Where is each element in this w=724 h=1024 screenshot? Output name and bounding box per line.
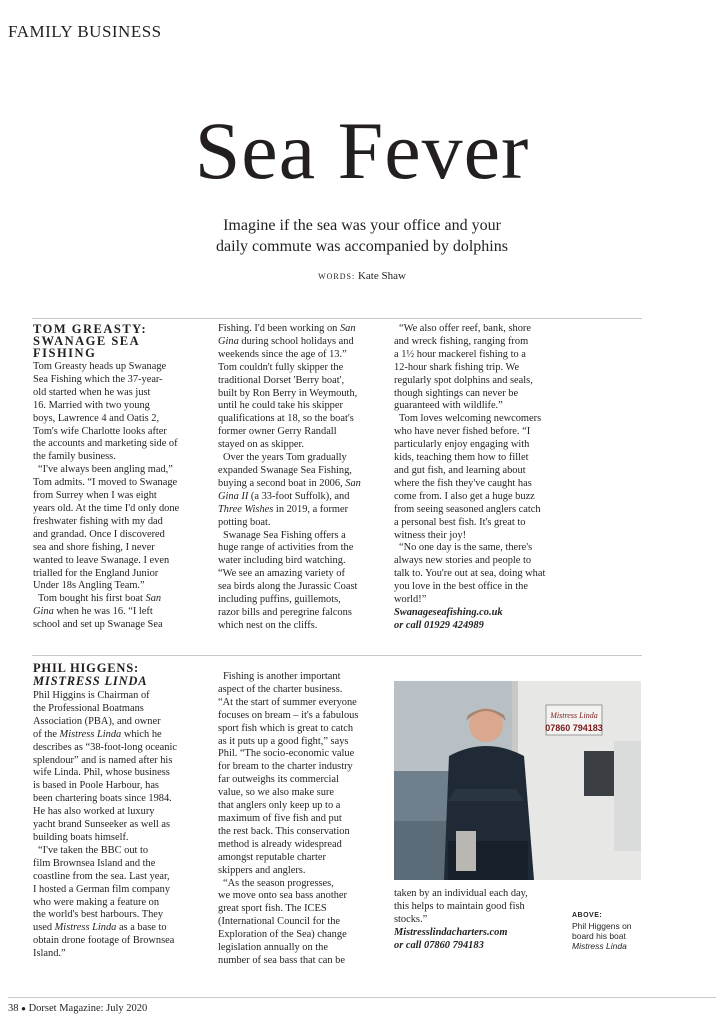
body-text: Tom bought his first boat [38,593,146,605]
phone-link[interactable]: or call 01929 424989 [394,619,484,631]
body-line: great sport fish. The ICES [218,903,327,915]
body-line: 12-hour shark fishing trip. We [394,361,520,373]
body-italic: Gina [33,606,54,618]
body-text: as a base to [116,922,167,934]
website-link[interactable]: Swanageseafishing.co.uk [394,606,503,618]
body-line: the rest back. This conservation [218,825,350,837]
body-italic: Gina II [218,490,249,502]
body-line: Phil Higgins is Chairman of [33,690,150,701]
photo-caption [572,911,652,951]
body-line: method is already widespread [218,838,342,850]
body-line: water including bird watching. [218,555,346,567]
body-line: legislation annually on the [218,942,328,954]
byline [0,270,724,282]
story-2-heading-line-2: MISTRESS LINDA [33,674,148,688]
body-line: Fishing is another important [223,671,341,682]
body-line: trialled for the England Junior [33,567,159,579]
body-line: Under 18s Angling Team.” [33,580,145,592]
body-text: which he [121,728,162,740]
phone-link[interactable]: or call 07860 794183 [394,939,484,951]
body-line: a personal best fish. It's great to [394,516,526,528]
byline-author: Kate Shaw [357,270,406,282]
body-line: yacht brand Sunseeker as well as [33,819,171,831]
body-line: value, so we also make sure [218,787,334,799]
body-line: sport fish which is great to catch [218,722,354,734]
body-line: huge range of activities from the [218,542,354,554]
body-line: sea birds along the Jurassic Coast [218,581,358,593]
body-line: “We see an amazing variety of [218,568,345,580]
body-line [218,491,388,504]
body-line: freshwater fishing with my dad [33,515,163,527]
standfirst-line-2: daily commute was accompanied by dolphins [216,238,508,255]
body-line [218,336,388,349]
body-line: obtain drone footage of Brownsea [33,935,175,947]
body-line: describes as “38-foot-long oceanic [33,741,177,753]
body-line: the Professional Boatmans [33,702,144,714]
body-line: witness their joy! [394,529,467,541]
body-line: school and set up Swanage Sea [33,619,163,631]
story-2-heading [33,662,213,688]
body-line [218,323,388,336]
body-line: come from. I also get a huge buzz [394,490,535,502]
body-line: Tom couldn't fully skipper the [218,361,344,373]
body-line: sea and shore fishing, I never [33,541,155,553]
caption-label: ABOVE: [572,912,603,919]
body-line: building boats himself. [33,831,129,843]
body-line [33,922,213,935]
boat-sign-phone: 07860 794183 [545,723,603,733]
body-line: that anglers only keep up to a [218,800,341,812]
body-line: traditional Dorset 'Berry boat', [218,374,345,386]
body-line: been chartering boats since 1984. [33,793,172,805]
body-line: a 1½ hour mackerel fishing to a [394,348,526,360]
body-text: during school holidays and [238,335,354,347]
body-line: and wreck fishing, ranging from [394,335,529,347]
body-line: boys, Lawrence 4 and Oatis 2, [33,412,160,424]
story-1-heading-line-3: FISHING [33,346,97,360]
body-italic: San [145,593,162,605]
story-1-heading [33,323,203,359]
body-italic: Gina [218,335,239,347]
body-italic: San [339,323,356,334]
body-line: Tom loves welcoming newcomers [399,413,542,425]
body-italic: Mistress Linda [54,922,117,934]
section-label: FAMILY BUSINESS [8,22,162,41]
body-line: film Brownsea Island and the [33,857,156,869]
body-line: Sea Fishing which the 37-year- [33,373,163,385]
boat-photo [394,681,641,880]
body-text: when he was 16. “I left [53,606,153,618]
body-line: talk to. You're out at sea, doing what [394,568,546,580]
body-line: regularly spot dolphins and seals, [394,374,533,386]
body-line: former owner Gerry Randall [218,426,337,438]
body-line: always new stories and people to [394,555,532,567]
body-line: years old. At the time I'd only done [33,502,180,514]
story-1-rule [32,318,642,319]
body-line: particularly enjoy engaging with [394,439,530,451]
story-2-column-1 [33,662,213,961]
body-line: coastline from the sea. Last year, [33,870,170,882]
story-2-heading-line-1: PHIL HIGGENS: [33,661,139,675]
body-line: guaranteed with wildlife.” [394,400,503,412]
body-text: Fishing. I'd been working on [218,323,340,334]
body-line: you love in the best office in the [394,581,528,593]
standfirst [100,215,624,257]
body-line: and gut fish, and learning about [394,464,526,476]
body-line: taken by an individual each day, [394,888,528,899]
boat-sign-name: Mistress Linda [550,711,598,720]
body-line [33,729,213,742]
body-line: the family business. [33,451,116,463]
body-italic: Three Wishes [218,503,274,515]
body-line: stocks.” [394,913,428,925]
body-text: used [33,922,55,934]
body-line: Association (PBA), and owner [33,715,161,727]
body-line: razor bills and peregrine falcons [218,606,352,618]
body-line: “At the start of summer everyone [218,696,357,708]
body-line: (International Council for the [218,916,341,928]
body-line: number of sea bass that can be [218,954,345,966]
story-2-column-3 [394,888,569,953]
body-line [218,504,388,517]
body-line: skippers and anglers. [218,864,306,876]
body-line: the accounts and marketing side of [33,438,178,450]
body-line: stayed on as skipper. [218,439,304,451]
body-line: from Surrey when I was eight [33,490,157,502]
body-line: amongst reputable charter [218,851,326,863]
body-line: expanded Swanage Sea Fishing, [218,464,352,476]
caption-line: board his boat [572,931,626,941]
body-line: “I've always been angling mad,” [38,464,173,476]
story-1-column-1 [33,323,203,632]
body-line: Exploration of the Sea) change [218,929,347,941]
body-line [33,593,203,606]
body-line: weekends since the age of 13.” [218,348,347,360]
body-line: Over the years Tom gradually [223,452,347,464]
body-line: the world's best harbours. They [33,909,164,921]
byline-label: WORDS: [318,272,356,281]
page-footer [8,1003,147,1014]
body-line: “We also offer reef, bank, shore [399,323,531,334]
page-number: 38 [8,1003,19,1014]
story-2-column-2 [218,671,393,968]
body-line: Tom's wife Charlotte looks after [33,425,167,437]
body-line: world!” [394,594,427,606]
body-line: for bream to the charter industry [218,761,353,773]
body-line: far outweighs its commercial [218,774,339,786]
body-line: until he could take his skipper [218,400,343,412]
body-line: focuses on bream – it's a fabulous [218,709,359,721]
story-1-column-3 [394,323,604,633]
body-line: which nest on the cliffs. [218,619,318,631]
body-line: qualifications at 18, so the boat's [218,413,354,425]
body-line: maximum of five fish and put [218,812,342,824]
body-line: Tom Greasty heads up Swanage [33,361,167,372]
body-line: from seeing seasoned anglers catch [394,503,541,515]
body-line: aspect of the charter business. [218,683,343,695]
body-line: and grandad. Once I discovered [33,528,165,540]
body-line: kids, teaching them how to fillet [394,452,529,464]
body-text: (a 33-foot Suffolk), and [248,490,350,502]
body-line: Tom admits. “I moved to Swanage [33,477,178,489]
footer-separator: ● [21,1004,26,1013]
body-text: buying a second boat in 2006, [218,477,346,489]
caption-line: Phil Higgens on [572,921,632,931]
body-line: He has also worked at luxury [33,806,155,818]
story-1-column-2 [218,323,388,633]
body-line: “As the season progresses, [223,877,334,889]
body-line: as it puts up a good fight,” says [218,735,349,747]
body-line [218,478,388,491]
caption-line: Mistress Linda [572,941,627,951]
body-line: though sightings can never be [394,387,519,399]
story-1-heading-line-2: SWANAGE SEA [33,334,141,348]
body-line: where the fish they've caught has [394,477,532,489]
body-line: Phil. “The socio-economic value [218,748,355,760]
story-2-rule [32,655,642,656]
body-line: built by Ron Berry in Weymouth, [218,387,358,399]
body-text: in 2019, a former [273,503,349,515]
body-line: who were making a feature on [33,896,160,908]
body-line: including puffins, guillemots, [218,594,341,606]
body-line: splendour” and is named after his [33,754,173,766]
body-line: old started when he was just [33,386,151,398]
article-title: Sea Fever [194,105,530,196]
boat-photo-illustration [394,681,641,880]
body-line: “No one day is the same, there's [399,542,533,554]
body-line: this helps to maintain good fish [394,900,525,912]
website-link[interactable]: Mistresslindacharters.com [394,926,508,938]
body-line: 16. Married with two young [33,399,150,411]
body-text: of the [33,728,60,740]
body-line: wife Linda. Phil, whose business [33,767,170,779]
body-line: is based in Poole Harbour, has [33,780,159,792]
body-italic: Mistress Linda [59,728,122,740]
body-line: “I've taken the BBC out to [38,844,149,856]
body-line: wanted to leave Swanage. I even [33,554,170,566]
publication-issue: Dorset Magazine: July 2020 [28,1003,148,1014]
footer-rule [8,997,716,998]
body-line: we move onto sea bass another [218,890,347,902]
standfirst-line-1: Imagine if the sea was your office and your [223,217,501,234]
body-line [33,606,203,619]
body-line: Swanage Sea Fishing offers a [223,529,346,541]
body-line: who have never fished before. “I [394,426,531,438]
body-line: I hosted a German film company [33,883,171,895]
body-italic: San [345,477,361,489]
body-line: potting boat. [218,516,271,528]
body-line: Island.” [33,948,66,960]
story-1-heading-line-1: TOM GREASTY: [33,322,148,336]
